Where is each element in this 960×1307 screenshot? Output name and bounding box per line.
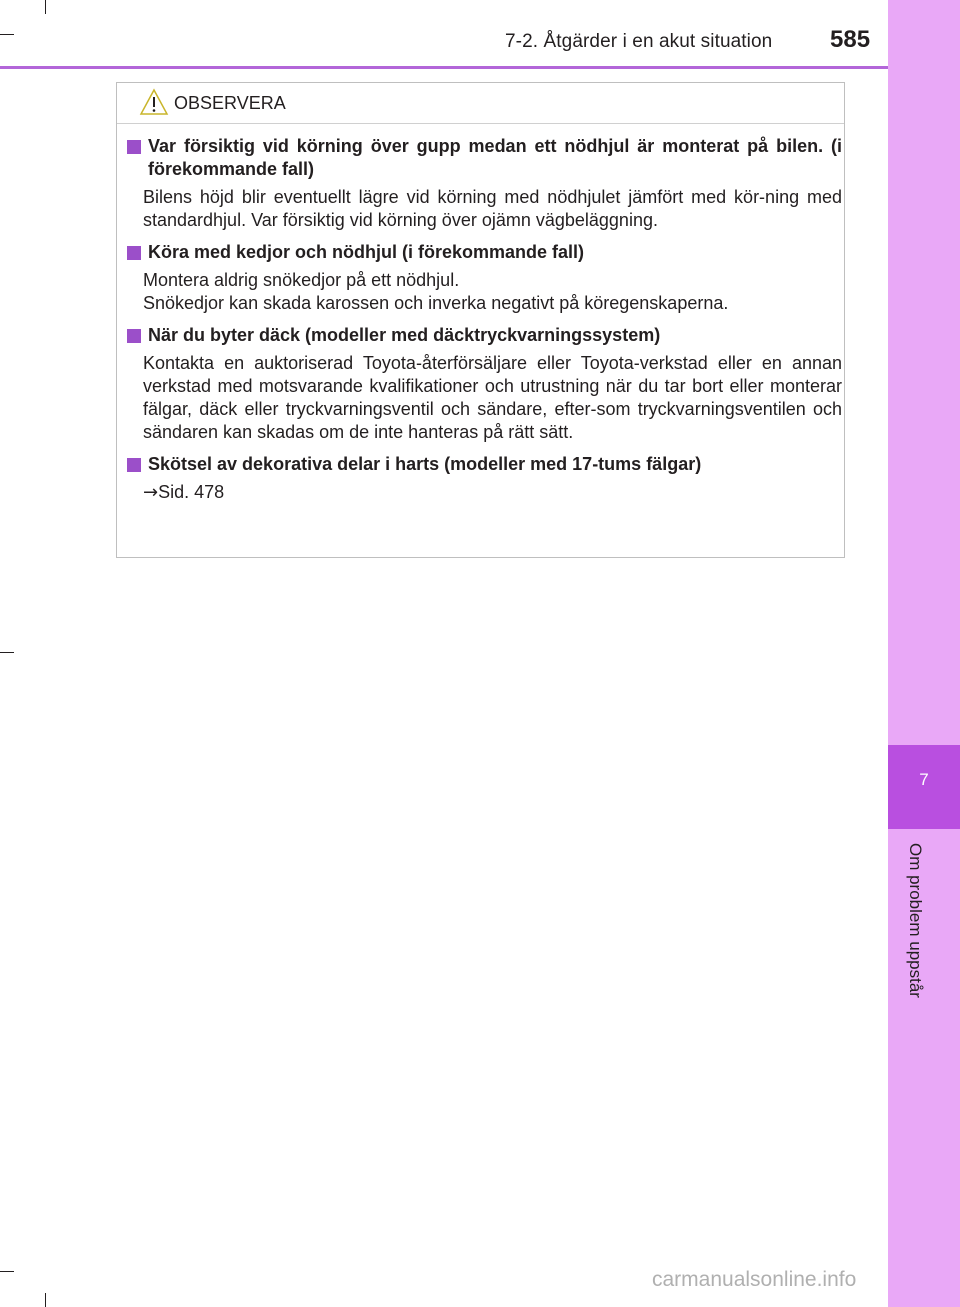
page-reference-text[interactable]: Sid. 478 (158, 482, 225, 502)
section-heading (127, 135, 842, 181)
chapter-side-tab[interactable] (888, 0, 960, 1307)
square-bullet-icon (127, 458, 141, 472)
caution-box-title: OBSERVERA (174, 93, 286, 113)
page-number: 585 (830, 26, 871, 53)
section-paragraph: Kontakta en auktoriserad Toyota-återförsäljare eller Toyota-verkstad eller en annan verkstad med motsvarande kvalifikationer och utrustning när du tar bort eller monterar fälgar, däck eller tryckvarningsventil och sändare, efter-som tryckvarningsventilen och sändaren kan skadas om de inte hanteras på rätt sätt. (143, 353, 842, 442)
crop-mark (45, 1293, 46, 1307)
section-heading (127, 453, 842, 476)
section-heading-text: När du byter däck (modeller med däcktryckvarningssystem) (148, 325, 661, 345)
caution-section (127, 241, 842, 315)
paragraph-line: Snökedjor kan skada karossen och inverka negativt på köregenskaperna. (143, 293, 729, 313)
section-heading (127, 241, 842, 264)
chapter-title-label: Om problem uppstår (906, 843, 925, 998)
caution-section (127, 453, 842, 504)
warning-triangle-icon (139, 88, 169, 121)
section-heading-text: Skötsel av dekorativa delar i harts (modeller med 17-tums fälgar) (148, 454, 702, 474)
page-reference-link[interactable] (143, 481, 842, 504)
caution-content (127, 135, 842, 513)
crop-mark (0, 1271, 14, 1272)
section-paragraph (143, 269, 842, 315)
chapter-number-tab[interactable]: 7 (888, 745, 960, 829)
section-heading-text: Köra med kedjor och nödhjul (i förekommande fall) (148, 242, 585, 262)
crop-mark (45, 0, 46, 14)
square-bullet-icon (127, 140, 141, 154)
crop-mark (0, 652, 14, 653)
right-arrow-icon: → (143, 482, 159, 503)
section-title: 7-2. Åtgärder i en akut situation (505, 31, 773, 52)
section-heading (127, 324, 842, 347)
section-heading-text: Var försiktig vid körning över gupp medan ett nödhjul är monterat på bilen. (i förekommande fall) (148, 136, 842, 179)
caution-box-header (117, 83, 844, 124)
header-rule (0, 66, 888, 69)
caution-section (127, 324, 842, 444)
square-bullet-icon (127, 246, 141, 260)
paragraph-line: Montera aldrig snökedjor på ett nödhjul. (143, 270, 460, 290)
watermark-text: carmanualsonline.info (652, 1268, 857, 1291)
crop-mark (0, 34, 14, 35)
section-paragraph: Bilens höjd blir eventuellt lägre vid körning med nödhjulet jämfört med kör-ning med standardhjul. Var försiktig vid körning över ojämn vägbeläggning. (143, 187, 842, 230)
caution-box (116, 82, 845, 558)
caution-section (127, 135, 842, 232)
square-bullet-icon (127, 329, 141, 343)
